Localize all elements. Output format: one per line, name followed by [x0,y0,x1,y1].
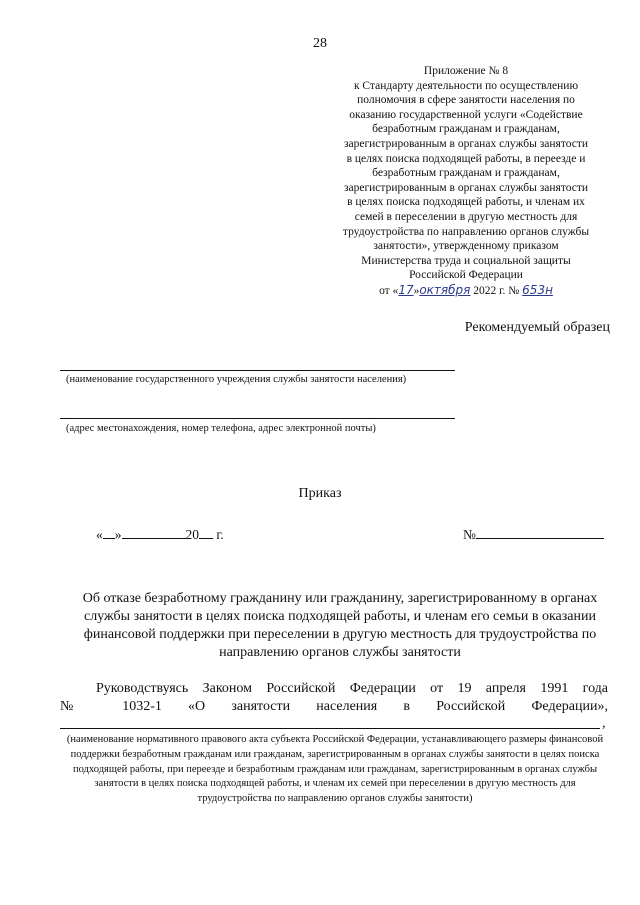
annex-line: полномочия в сфере занятости населения по [357,94,575,107]
annex-title: Приложение № 8 [423,65,509,77]
date-close-quote: » [114,527,122,542]
handwritten-month: октября [419,282,471,297]
address-blank-line [60,418,455,419]
annex-line: оказанию государственной услуги «Содействие [349,108,583,121]
year-prefix: 20 [185,527,199,542]
annex-block [318,64,614,299]
number-label: № [463,527,476,542]
annex-date-mid: » [413,284,420,297]
order-heading: Об отказе безработному гражданину или гражданину, зарегистрированному в органах службы занятости в целях поиска подходящей работы, и членам его семьи в оказании финансовой поддержки при переселении в другую местность для трудоустройства по направлению органов службы занятости [82,591,598,660]
annex-line: Российской Федерации [409,269,523,282]
number-blank-line [476,526,604,539]
annex-line: к Стандарту деятельности по осуществлению [353,79,579,92]
annex-date-suffix: 2022 г. № [470,284,523,297]
address-caption: (адрес местонахождения, номер телефона, адрес электронной почты) [66,423,376,434]
date-open-quote: « [96,527,103,542]
annex-date-line [318,283,614,299]
annex-line: в целях поиска подходящей работы, в переезде и [346,152,586,165]
annex-line: зарегистрированным в органах службы занятости [343,181,589,194]
legal-act-caption: (наименование нормативного правового акта субъекта Российской Федерации, устанавливающего размеры финансовой поддержки безработным гражданам или гражданам, зарегистрированным в органах службы занятости в целях поиска подходящей работы, при переезде и безработным гражданам или гражданам, зарегистрированным в органах службы занятости в целях поиска подходящей работы, и членам их семей при переселении в другую местность для трудоустройства по направлению органов службы занятости) [66,734,604,805]
legal-act-blank-line [60,728,600,729]
org-name-blank-line [60,370,455,371]
body-paragraph-line2: № 1032-1 «О занятости населения в Российской Федерации», [60,699,608,714]
page-number: 28 [313,36,327,51]
trailing-comma: , [602,716,606,731]
year-blank-line [199,526,213,539]
recommended-sample-label: Рекомендуемый образец [464,320,610,335]
annex-line: Министерства труда и социальной защиты [361,254,571,267]
order-title: Приказ [298,486,342,501]
annex-line: семей в переселении в другую местность для [354,210,578,223]
order-date-blank [96,526,224,543]
annex-line: безработным гражданам и гражданам, [372,123,560,136]
annex-line: в целях поиска подходящей работы, и членам их [347,196,585,209]
year-suffix: г. [213,527,224,542]
org-name-caption: (наименование государственного учреждения службы занятости населения) [66,374,407,385]
handwritten-day: 17 [398,282,414,297]
day-blank-line [103,526,115,539]
month-blank-line [122,526,186,539]
body-paragraph-line1: Руководствуясь Законом Российской Федерации от 19 апреля 1991 года [96,681,608,696]
handwritten-order-number: 653н [522,282,553,297]
annex-line: безработным гражданам и гражданам, [372,167,560,180]
order-number-blank [463,526,604,543]
annex-line: зарегистрированным в органах службы занятости [343,137,589,150]
annex-line: занятости», утвержденному приказом [373,240,559,253]
annex-date-prefix: от « [379,284,399,297]
annex-line: трудоустройства по направлению органов службы [342,225,590,238]
